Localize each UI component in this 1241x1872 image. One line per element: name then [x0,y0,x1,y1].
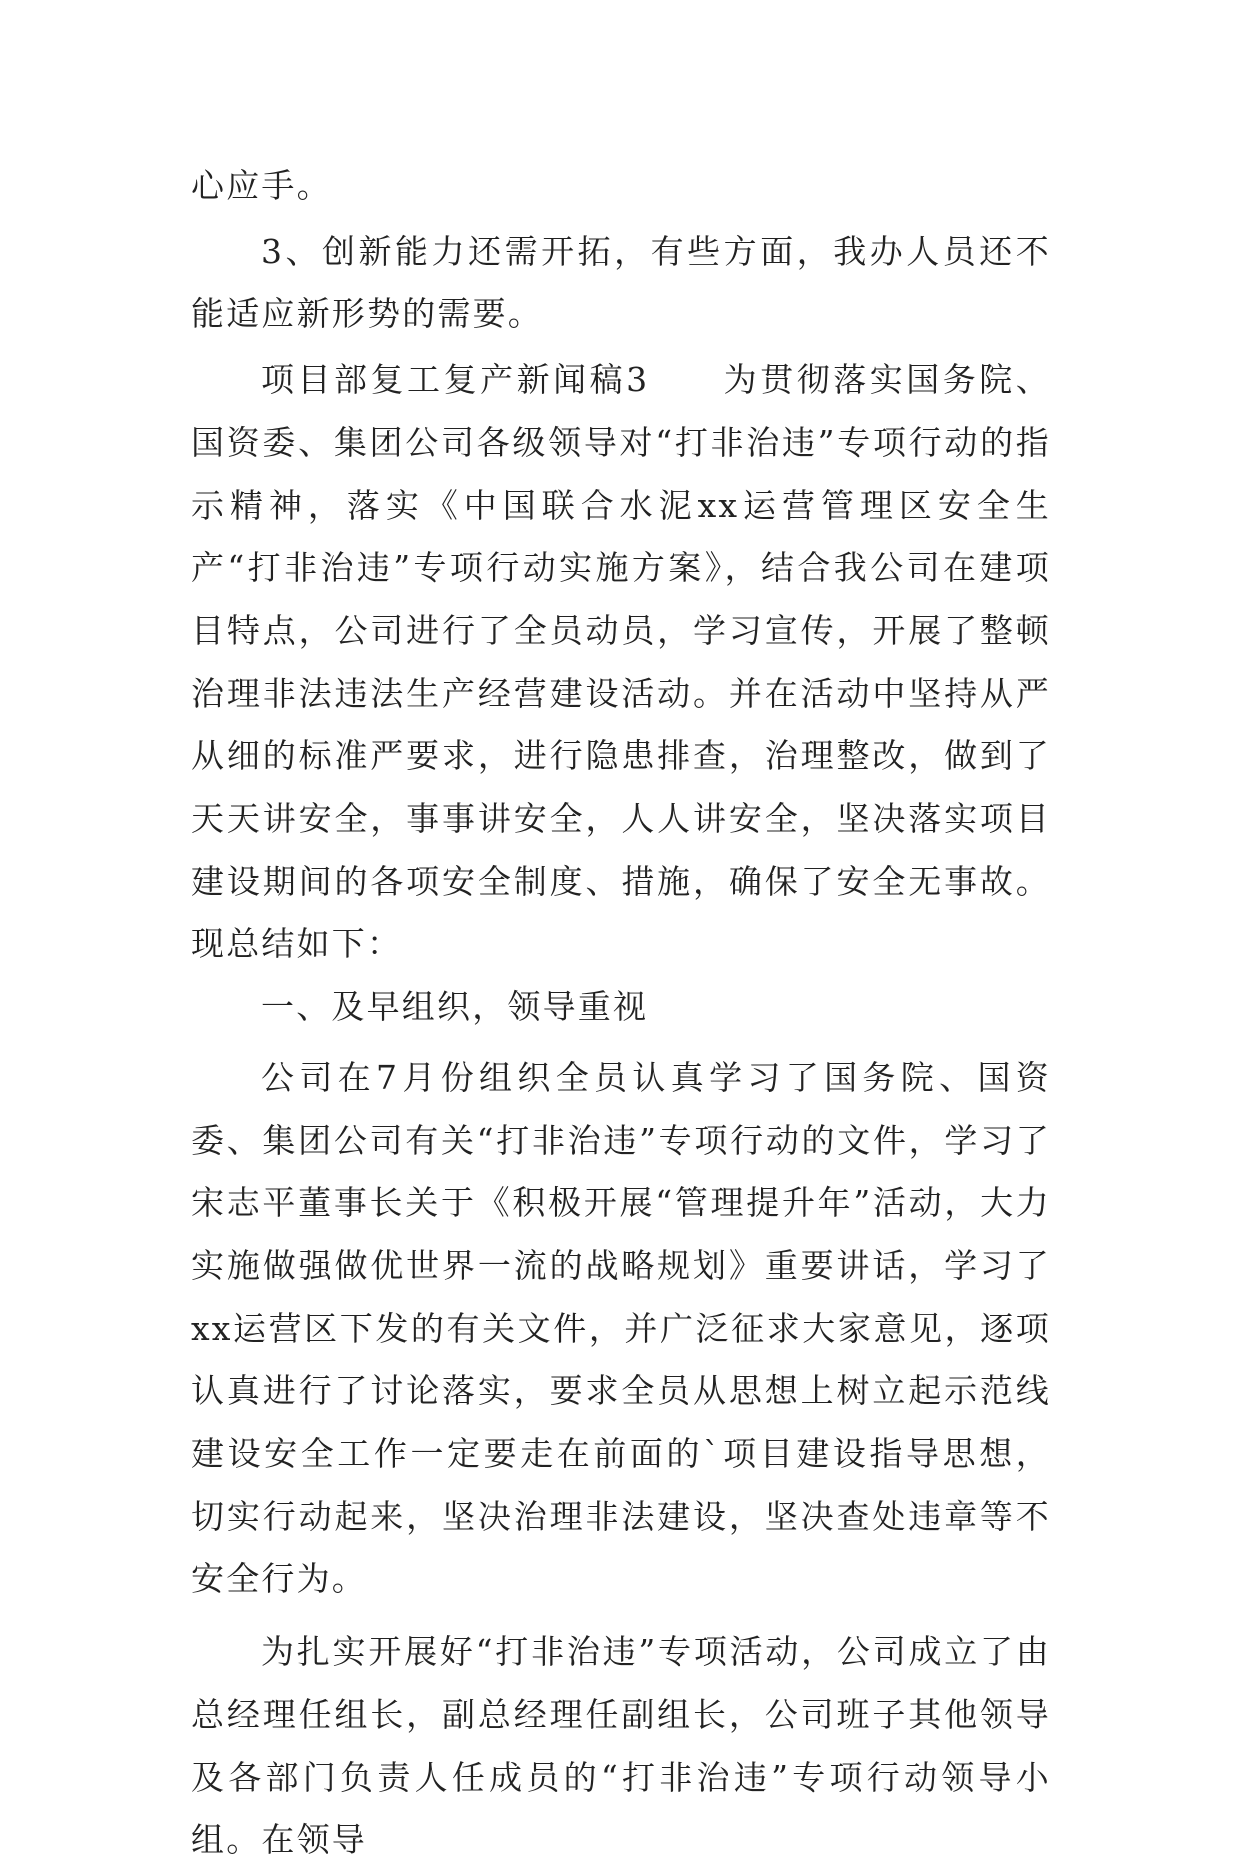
paragraph-leadership-group: 为扎实开展好“打非治违”专项活动，公司成立了由总经理任组长，副总经理任副组长，公司班子其他领导及各部门负责人任成员的“打非治违”专项行动领导小组。在领导 [191,1632,1051,1860]
paragraph-continuation: 心应手。 [191,166,332,205]
section-heading-1: 一、及早组织，领导重视 [261,987,649,1027]
paragraph-study: 公司在7月份组织全员认真学习了国务院、国资委、集团公司有关“打非治违”专项行动的文件，学习了宋志平董事长关于《积极开展“管理提升年”活动，大力实施做强做优世界一流的战略规划》重要讲话，学习了xx运营区下发的有关文件，并广泛征求大家意见，逐项认真进行了讨论落实，要求全员从思想上树立起示范线建设安全工作一定要走在前面的`项目建设指导思想，切实行动起来，坚决治理非法建设，坚决查处违章等不安全行为。 [191,1057,1051,1599]
document-body [191,155,1051,1872]
paragraph-point-3: 3、创新能力还需开拓，有些方面，我办人员还不能适应新形势的需要。 [191,231,1051,334]
paragraph-news-intro: 项目部复工复产新闻稿3 为贯彻落实国务院、国资委、集团公司各级领导对“打非治违”专项行动的指示精神，落实《中国联合水泥xx运营管理区安全生产“打非治违”专项行动实施方案》，结合我公司在建项目特点，公司进行了全员动员，学习宣传，开展了整顿治理非法违法生产经营建设活动。并在活动中坚持从严从细的标准严要求，进行隐患排查，治理整改，做到了天天讲安全，事事讲安全，人人讲安全，坚决落实项目建设期间的各项安全制度、措施，确保了安全无事故。现总结如下： [191,360,1051,964]
